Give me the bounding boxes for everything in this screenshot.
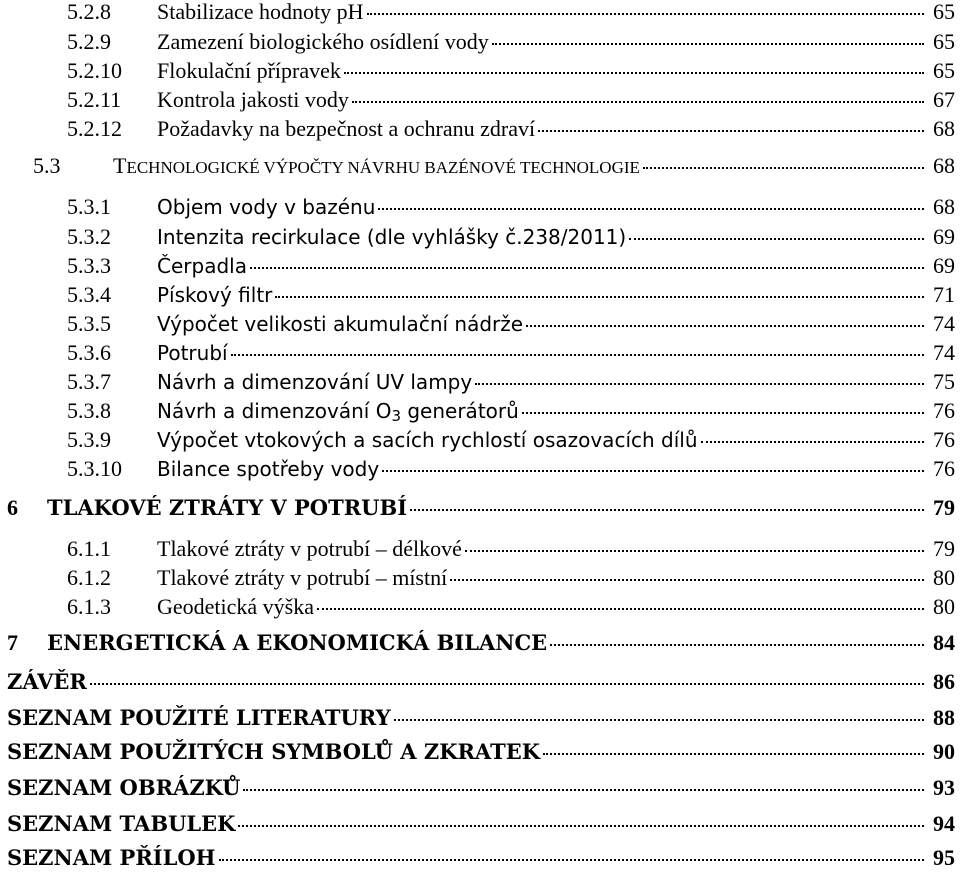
toc-entry[interactable]	[0, 370, 955, 393]
toc-entry-page: 65	[933, 29, 955, 54]
toc-entry-number: 6.1.2	[67, 565, 111, 590]
dot-leader	[219, 859, 924, 861]
toc-entry[interactable]	[0, 398, 955, 425]
toc-entry-title: Potrubí	[157, 341, 228, 365]
toc-entry[interactable]	[0, 59, 955, 82]
dot-leader	[238, 825, 924, 827]
toc-entry-page: 67	[933, 87, 955, 112]
toc-entry-page: 68	[933, 116, 955, 141]
dot-leader	[382, 470, 924, 472]
dot-leader	[475, 383, 924, 385]
toc-section-entry[interactable]	[0, 154, 955, 177]
toc-entry[interactable]	[0, 457, 955, 480]
toc-entry-page: 74	[933, 340, 955, 365]
toc-entry-page: 68	[933, 194, 955, 219]
toc-entry-number: 5.3.7	[67, 369, 111, 394]
toc-chapter-entry[interactable]	[0, 846, 955, 869]
toc-entry-number: 5.3.6	[67, 340, 111, 365]
toc-entry-title: Zamezení biologického osídlení vody	[157, 29, 489, 54]
dot-leader	[394, 719, 924, 721]
toc-entry[interactable]	[0, 254, 955, 277]
toc-entry[interactable]	[0, 30, 955, 53]
toc-entry-title: Geodetická výška	[157, 594, 314, 619]
toc-entry[interactable]	[0, 566, 955, 589]
dot-leader	[629, 238, 924, 240]
toc-entry-title: Objem vody v bazénu	[157, 195, 376, 219]
toc-entry-number: 6.1.3	[67, 594, 111, 619]
toc-entry-number: 5.3.3	[67, 253, 111, 278]
toc-entry-title: Pískový filtr	[157, 283, 273, 307]
toc-entry-number: 5.3.10	[67, 456, 122, 481]
toc-entry-title: Výpočet velikosti akumulační nádrže	[157, 312, 524, 336]
toc-chapter-entry[interactable]	[0, 740, 955, 763]
toc-entry-number: 5.3.8	[67, 398, 111, 423]
toc-entry-title: Návrh a dimenzování UV lampy	[157, 370, 473, 394]
toc-entry-page: 74	[933, 311, 955, 336]
toc-entry[interactable]	[0, 117, 955, 140]
dot-leader	[450, 579, 924, 581]
toc-entry-title: Výpočet vtokových a sacích rychlostí osazovacích dílů	[157, 428, 698, 452]
dot-leader	[522, 412, 924, 414]
toc-entry-page: 95	[933, 845, 955, 870]
toc-entry-title: Kontrola jakosti vody	[157, 87, 349, 112]
toc-entry-number: 5.2.8	[67, 0, 111, 24]
toc-entry-number: 5.3.9	[67, 427, 111, 452]
toc-entry[interactable]	[0, 595, 955, 618]
toc-entry-number: 5.2.12	[67, 116, 122, 141]
toc-entry[interactable]	[0, 428, 955, 451]
toc-entry-page: 76	[933, 398, 955, 423]
toc-entry-page: 69	[933, 253, 955, 278]
toc-entry-page: 90	[933, 739, 955, 764]
dot-leader	[231, 354, 924, 356]
dot-leader	[250, 267, 924, 269]
dot-leader	[275, 296, 924, 298]
toc-entry-page: 79	[933, 495, 955, 520]
toc-entry-title: Bilance spotřeby vody	[157, 457, 380, 481]
toc-entry-page: 65	[933, 58, 955, 83]
toc-entry-title: TLAKOVÉ ZTRÁTY V POTRUBÍ	[47, 495, 408, 520]
toc-entry-number: 5.3.2	[67, 224, 111, 249]
dot-leader	[550, 644, 924, 646]
toc-entry-number: 6	[7, 495, 18, 520]
toc-entry-number: 5.2.10	[67, 58, 122, 83]
toc-entry[interactable]	[0, 195, 955, 218]
dot-leader	[90, 683, 924, 685]
toc-entry-page: 84	[933, 630, 955, 655]
dot-leader	[317, 608, 924, 610]
dot-leader	[378, 208, 924, 210]
toc-entry-number: 5.3.5	[67, 311, 111, 336]
toc-entry-number: 5.3.4	[67, 282, 111, 307]
toc-entry-page: 93	[933, 775, 955, 800]
toc-entry-title: SEZNAM PŘÍLOH	[7, 845, 216, 870]
toc-entry[interactable]	[0, 88, 955, 111]
dot-leader	[526, 325, 924, 327]
toc-entry-page: 86	[933, 669, 955, 694]
dot-leader	[643, 167, 924, 169]
toc-entry-title: ZÁVĚR	[7, 669, 87, 694]
toc-entry[interactable]	[0, 283, 955, 306]
toc-entry-title: SEZNAM TABULEK	[7, 811, 236, 836]
toc-entry-title: Požadavky na bezpečnost a ochranu zdraví	[157, 116, 536, 141]
toc-chapter-entry[interactable]	[0, 496, 955, 519]
toc-chapter-entry[interactable]	[0, 706, 955, 729]
toc-entry-page: 65	[933, 0, 955, 24]
toc-entry[interactable]	[0, 0, 955, 23]
toc-entry[interactable]	[0, 537, 955, 560]
toc-entry-page: 68	[933, 153, 955, 178]
dot-leader	[344, 72, 924, 74]
toc-entry-title: Flokulační přípravek	[157, 58, 341, 83]
toc-entry-page: 76	[933, 456, 955, 481]
toc-entry-number: 5.2.9	[67, 29, 111, 54]
toc-entry-title: SEZNAM POUŽITÉ LITERATURY	[7, 705, 391, 730]
toc-chapter-entry[interactable]	[0, 812, 955, 835]
dot-leader	[538, 130, 924, 132]
toc-entry-title: SEZNAM OBRÁZKŮ	[7, 775, 241, 800]
title-text: generátorů	[401, 399, 519, 423]
toc-entry-title: Intenzita recirkulace (dle vyhlášky č.238/2011)	[157, 225, 627, 249]
toc-entry[interactable]	[0, 312, 955, 335]
toc-entry-title: SEZNAM POUŽITÝCH SYMBOLŮ A ZKRATEK	[7, 739, 540, 764]
dot-leader	[243, 789, 924, 791]
toc-entry-number: 5.3.1	[67, 194, 111, 219]
dot-leader	[352, 101, 924, 103]
toc-entry-page: 80	[933, 565, 955, 590]
toc-entry-title: Tlakové ztráty v potrubí – délkové	[157, 536, 462, 561]
toc-entry-page: 80	[933, 594, 955, 619]
toc-entry-page: 94	[933, 811, 955, 836]
title-subscript: 3	[391, 407, 401, 425]
dot-leader	[492, 43, 924, 45]
toc-entry-number: 7	[7, 630, 18, 655]
toc-entry-number: 5.3	[33, 153, 61, 178]
toc-entry-title	[113, 154, 640, 177]
toc-entry-page: 71	[933, 282, 955, 307]
toc-entry-page: 79	[933, 536, 955, 561]
toc-entry-title: Tlakové ztráty v potrubí – místní	[157, 565, 448, 590]
title-rest: ECHNOLOGICKÉ VÝPOČTY NÁVRHU BAZÉNOVÉ TECHNOLOGIE	[126, 158, 640, 177]
toc-entry[interactable]	[0, 225, 955, 248]
toc-entry-title	[157, 399, 519, 425]
toc-entry-page: 88	[933, 705, 955, 730]
toc-entry[interactable]	[0, 341, 955, 364]
toc-entry-number: 5.2.11	[67, 87, 122, 112]
title-initial: T	[113, 153, 127, 178]
title-text: Návrh a dimenzování O	[157, 399, 392, 423]
toc-entry-title: Čerpadla	[157, 254, 247, 278]
dot-leader	[543, 753, 924, 755]
toc-chapter-entry[interactable]	[0, 776, 955, 799]
toc-entry-number: 6.1.1	[67, 536, 111, 561]
dot-leader	[701, 441, 924, 443]
toc-entry-page: 76	[933, 427, 955, 452]
toc-chapter-entry[interactable]	[0, 631, 955, 654]
dot-leader	[410, 509, 924, 511]
toc-entry-page: 69	[933, 224, 955, 249]
toc-entry-page: 75	[933, 369, 955, 394]
toc-entry-title: ENERGETICKÁ A EKONOMICKÁ BILANCE	[47, 630, 548, 655]
dot-leader	[367, 13, 924, 15]
toc-chapter-entry[interactable]	[0, 670, 955, 693]
toc-entry-title: Stabilizace hodnoty pH	[157, 0, 364, 24]
dot-leader	[465, 550, 924, 552]
